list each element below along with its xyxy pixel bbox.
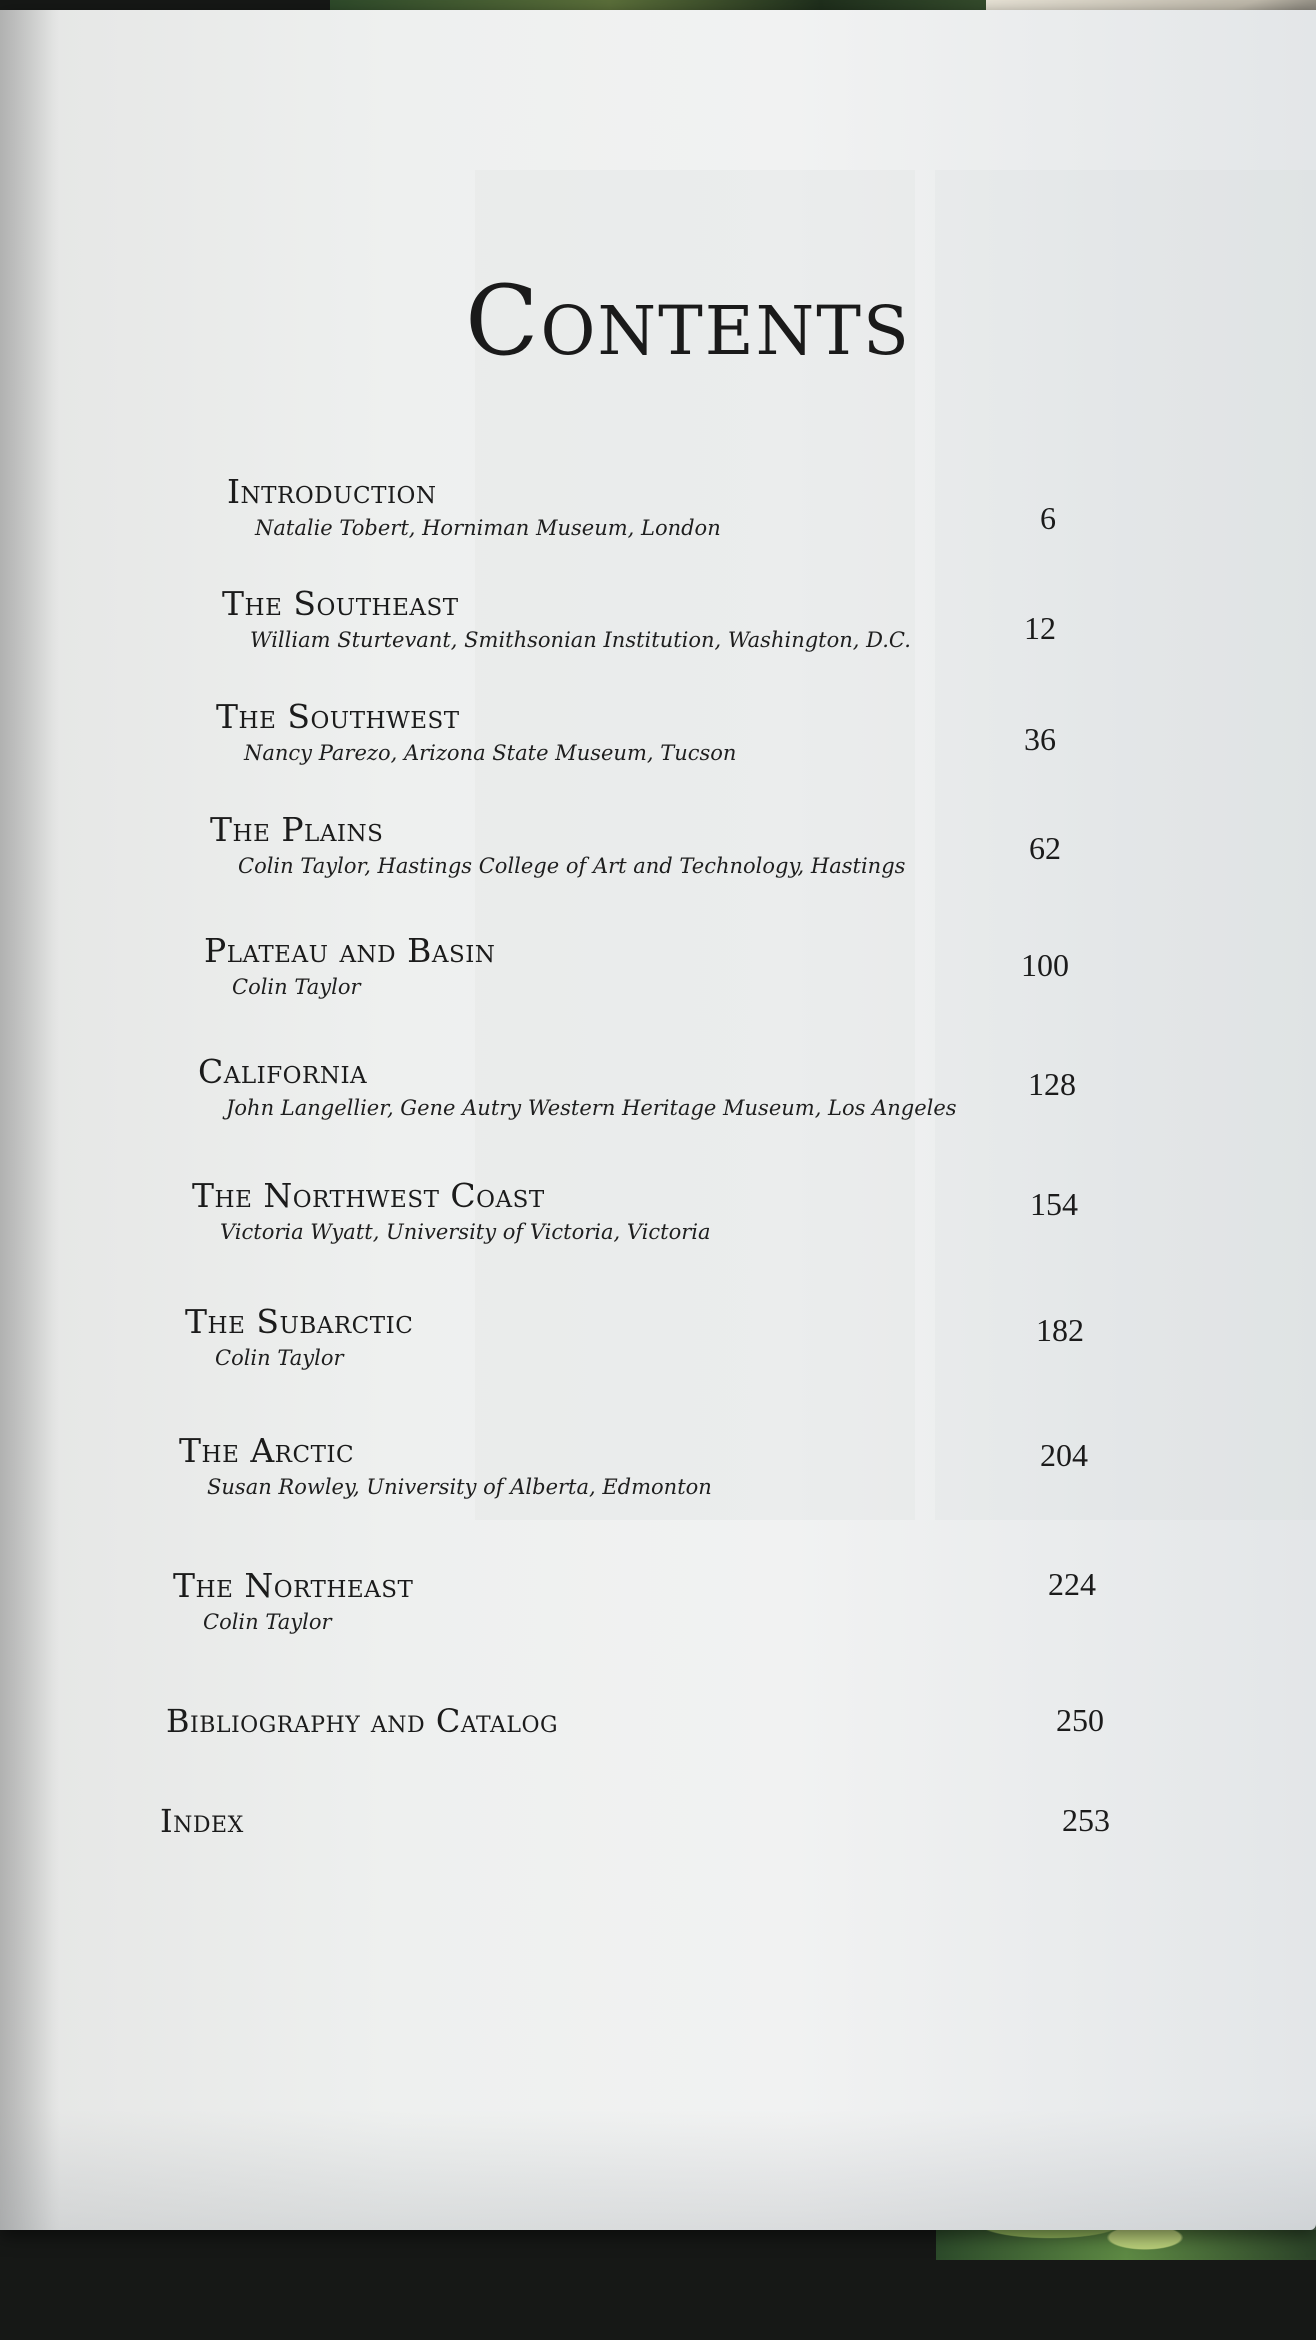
toc-entry-page: 182 — [1036, 1312, 1084, 1348]
toc-entry-title: The Subarctic — [185, 1302, 414, 1341]
toc-entry-northeast — [173, 1566, 1216, 1656]
page-title: Contents — [465, 265, 911, 377]
toc-entry-arctic — [179, 1431, 1216, 1521]
toc-entry-title: The Northwest Coast — [192, 1176, 545, 1215]
toc-entry-title: Plateau and Basin — [204, 931, 496, 970]
toc-entry-page: 154 — [1030, 1186, 1078, 1222]
toc-entry-index — [160, 1802, 1216, 1892]
toc-entry-page: 100 — [1021, 947, 1069, 983]
toc-entry-title: The Southwest — [216, 697, 460, 736]
toc-entry-page: 224 — [1048, 1566, 1096, 1602]
toc-entry-page: 12 — [1024, 610, 1056, 646]
toc-entry-southwest — [216, 697, 1216, 787]
toc-entry-title: Bibliography and Catalog — [166, 1702, 559, 1740]
toc-entry-author: Colin Taylor, Hastings College of Art and Technology, Hastings — [238, 854, 906, 878]
toc-entry-northwest-coast — [192, 1176, 1216, 1266]
toc-entry-southeast — [222, 584, 1216, 674]
toc-entry-author: William Sturtevant, Smithsonian Institution, Washington, D.C. — [250, 628, 911, 652]
toc-entry-title: The Arctic — [179, 1431, 355, 1470]
toc-entry-title: Introduction — [227, 472, 437, 511]
toc-entry-plateau-and-basin — [204, 931, 1216, 1021]
toc-entry-page: 128 — [1028, 1066, 1076, 1102]
toc-entry-california — [198, 1052, 1216, 1142]
toc-entry-page: 36 — [1024, 721, 1056, 757]
toc-entry-subarctic — [185, 1302, 1216, 1392]
toc-entry-title: The Northeast — [173, 1566, 414, 1605]
toc-entry-title: Index — [160, 1802, 244, 1840]
toc-entry-page: 204 — [1040, 1437, 1088, 1473]
toc-entry-page: 6 — [1040, 500, 1056, 536]
toc-entry-title: The Southeast — [222, 584, 459, 623]
toc-entry-title: California — [198, 1052, 368, 1091]
toc-entry-author: Susan Rowley, University of Alberta, Edmonton — [207, 1475, 712, 1499]
toc-entry-author: Victoria Wyatt, University of Victoria, Victoria — [220, 1220, 711, 1244]
toc-entry-author: Nancy Parezo, Arizona State Museum, Tucson — [244, 741, 737, 765]
toc-entry-author: Colin Taylor — [232, 975, 361, 999]
toc-entry-page: 253 — [1062, 1802, 1110, 1838]
toc-entry-author: Colin Taylor — [215, 1346, 344, 1370]
toc-entry-introduction — [227, 472, 1216, 562]
toc-entry-author: Natalie Tobert, Horniman Museum, London — [255, 516, 721, 540]
toc-entry-bibliography — [166, 1702, 1216, 1792]
toc-entry-author: John Langellier, Gene Autry Western Heritage Museum, Los Angeles — [226, 1096, 957, 1120]
toc-entry-page: 62 — [1029, 830, 1061, 866]
toc-entry-title: The Plains — [210, 810, 384, 849]
toc-entry-author: Colin Taylor — [203, 1610, 332, 1634]
toc-entry-page: 250 — [1056, 1702, 1104, 1738]
toc-entry-plains — [210, 810, 1216, 900]
